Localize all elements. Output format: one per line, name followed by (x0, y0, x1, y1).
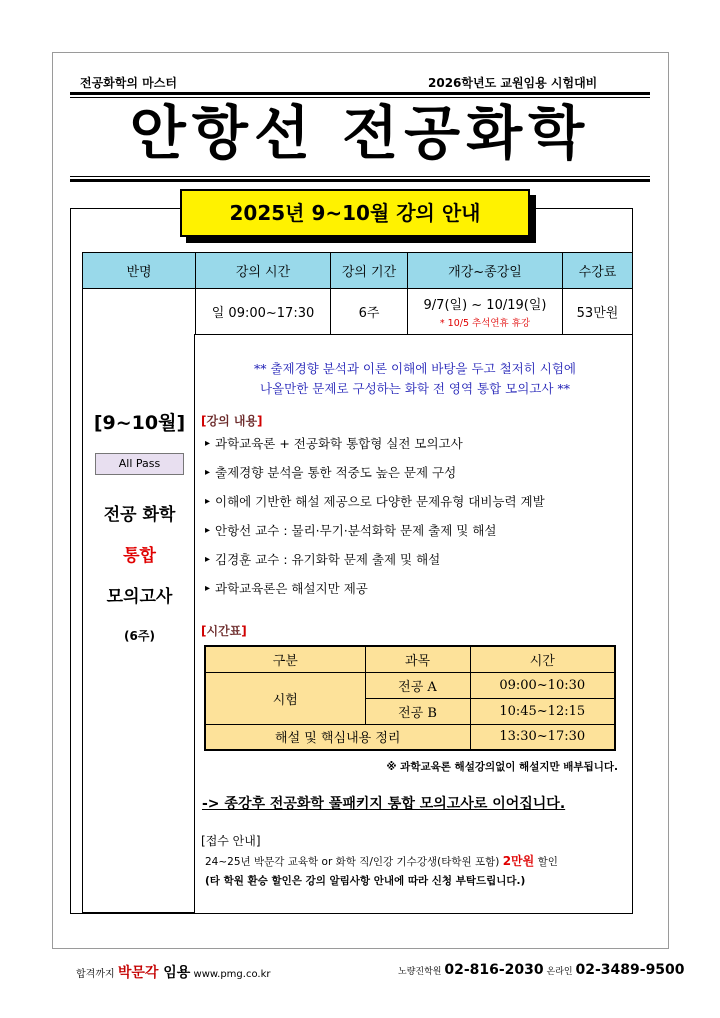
followup-notice: -> 종강후 전공화학 풀패키지 통합 모의고사로 이어집니다. (202, 796, 566, 812)
list-item: ▸ 이해에 기반한 해설 제공으로 다양한 문제유형 대비능력 계발 (205, 490, 625, 519)
course-info-table (82, 252, 633, 335)
campus1-label: 노량진학원 (398, 967, 442, 977)
list-item: ▸ 과학교육론은 해설지만 제공 (205, 577, 625, 606)
header-duration: 강의 기간 (331, 253, 408, 289)
course-table-header (83, 253, 633, 289)
review-time: 13:30~17:30 (470, 724, 615, 750)
all-pass-badge: All Pass (95, 453, 184, 475)
content-list (205, 432, 625, 606)
registration-line-2: (타 학원 환승 할인은 강의 알림사항 안내에 따라 신청 부탁드립니다.) (205, 875, 526, 887)
schedule-header-category: 구분 (205, 646, 365, 672)
schedule-note: ※ 과학교육론 해설강의없이 해설지만 배부됩니다. (386, 761, 618, 773)
fee-cell: 53만원 (563, 289, 633, 335)
class-integrated: 통합 (123, 546, 156, 566)
dates-value: 9/7(일) ~ 10/19(일) (423, 298, 547, 313)
time-cell: 일 09:00~17:30 (196, 289, 331, 335)
list-item: ▸ 안항선 교수 : 물리·무기·분석화학 문제 출제 및 해설 (205, 519, 625, 548)
schedule-section-label: [시간표] (201, 624, 247, 638)
main-title: 안항선 전공화학 (129, 99, 591, 167)
discount-amount: 2만원 (502, 854, 535, 868)
lecture-banner: 2025년 9~10월 강의 안내 (180, 189, 530, 237)
class-weeks: (6주) (124, 629, 155, 643)
dates-note: * 10/5 추석연휴 휴강 (439, 318, 531, 329)
header-class: 반명 (83, 253, 196, 289)
header-time: 강의 시간 (196, 253, 331, 289)
schedule-subject: 전공 A (365, 672, 470, 698)
campus1-phone: 02-816-2030 (444, 962, 544, 978)
header-fee: 수강료 (563, 253, 633, 289)
list-item: ▸ 과학교육론 + 전공화학 통합형 실전 모의고사 (205, 432, 625, 461)
schedule-row (205, 672, 615, 698)
footer-contacts (398, 962, 685, 978)
header-left-caption: 전공화학의 마스터 (80, 76, 177, 90)
class-mock-exam: 모의고사 (106, 587, 173, 607)
footer-brand (76, 962, 270, 982)
intro-line-2: 나올만한 문제로 구성하는 화학 전 영역 통합 모의고사 ** (260, 381, 570, 396)
intro-line-1: ** 출제경향 분석과 이론 이해에 바탕을 두고 철저히 시험에 (253, 361, 576, 376)
footer-url[interactable]: www.pmg.co.kr (193, 969, 271, 980)
schedule-row (205, 724, 615, 750)
dates-cell (408, 289, 563, 335)
schedule-subject: 전공 B (365, 698, 470, 724)
schedule-time: 09:00~10:30 (470, 672, 615, 698)
content-section-label: [강의 내용] (201, 414, 263, 428)
registration-section-label: [접수 안내] (201, 834, 261, 848)
registration-info (205, 852, 625, 891)
class-name-column (82, 334, 195, 913)
campus2-phone: 02-3489-9500 (575, 962, 685, 978)
review-label: 해설 및 핵심내용 정리 (205, 724, 470, 750)
campus2-label: 온라인 (546, 967, 573, 977)
list-item: ▸ 김경훈 교수 : 유기화학 문제 출제 및 해설 (205, 548, 625, 577)
class-month: [9~10월] (93, 412, 186, 434)
course-table-row (83, 289, 633, 335)
duration-cell: 6주 (331, 289, 408, 335)
registration-line-1: 24~25년 박문각 교육학 or 화학 직/인강 기수강생(타학원 포함) 2만원 할인 (205, 854, 558, 868)
class-subject: 전공 화학 (103, 505, 176, 525)
header-dates: 개강~종강일 (408, 253, 563, 289)
title-rule (70, 179, 650, 182)
list-item: ▸ 출제경향 분석을 통한 적중도 높은 문제 구성 (205, 461, 625, 490)
header-right-caption: 2026학년도 교원임용 시험대비 (428, 76, 598, 90)
title-rule-thin (70, 176, 650, 177)
exam-label: 시험 (205, 672, 365, 724)
brand-logo: 박문각 임용 (117, 965, 191, 981)
schedule-header-time: 시간 (470, 646, 615, 672)
schedule-table (204, 645, 616, 751)
intro-text (205, 359, 625, 399)
class-cell (83, 289, 196, 335)
schedule-header-row (205, 646, 615, 672)
schedule-time: 10:45~12:15 (470, 698, 615, 724)
footer-tagline: 합격까지 (76, 969, 115, 980)
schedule-header-subject: 과목 (365, 646, 470, 672)
